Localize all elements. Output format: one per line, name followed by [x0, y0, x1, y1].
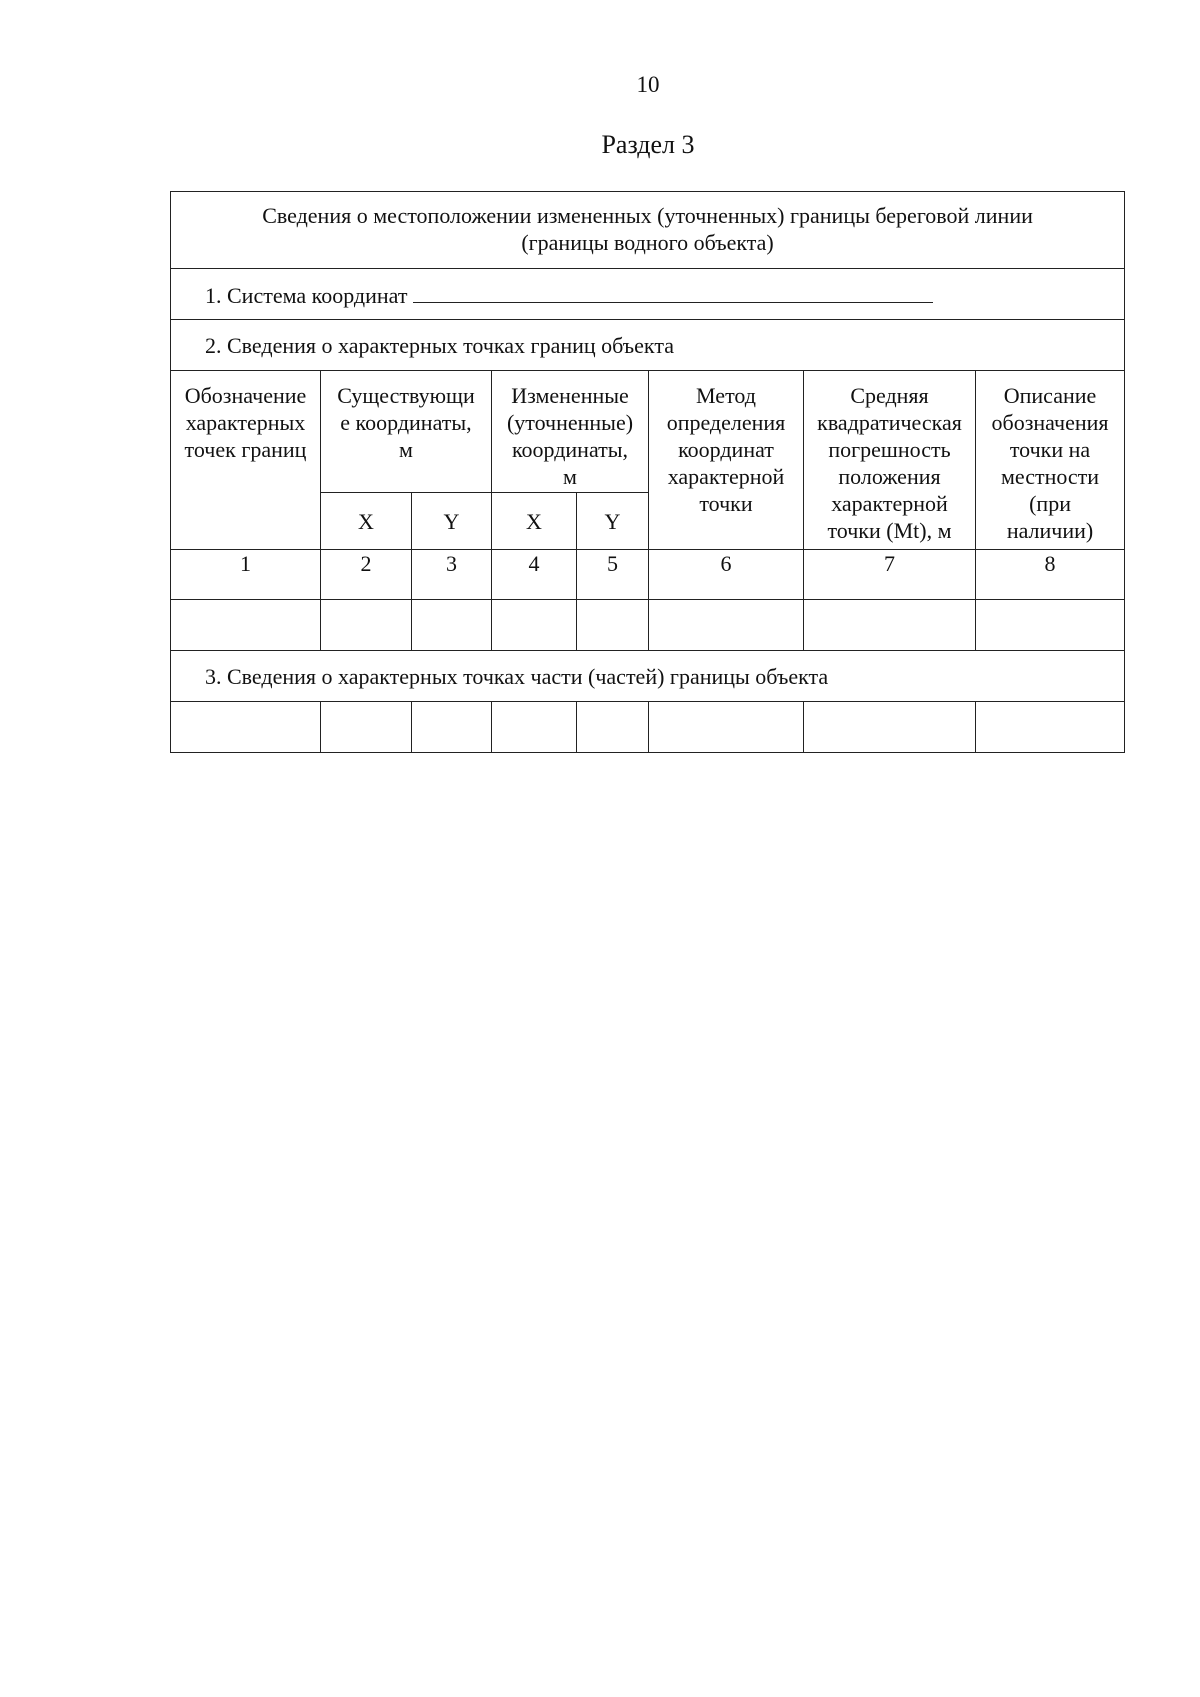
column-number: 7	[804, 550, 976, 600]
part-boundary-points-heading: 3. Сведения о характерных точках части (частей) границы объекта	[171, 651, 1125, 702]
header-changed-x: X	[492, 493, 577, 550]
coordinate-system-blank-line[interactable]	[413, 280, 933, 303]
coordinate-system-label: 1. Система координат	[205, 282, 408, 308]
table-caption-line1: Сведения о местоположении измененных (уточненных) границы береговой линии	[262, 203, 1033, 228]
header-point-designation: Обозначение характерных точек границ	[171, 371, 321, 550]
header-mean-square-error: Средняя квадратическая погрешность положения характерной точки (Mt), м	[804, 371, 976, 550]
empty-cell[interactable]	[976, 702, 1125, 753]
empty-cell[interactable]	[649, 600, 804, 651]
empty-cell[interactable]	[321, 600, 412, 651]
column-number: 4	[492, 550, 577, 600]
empty-cell[interactable]	[577, 600, 649, 651]
empty-cell[interactable]	[412, 702, 492, 753]
coordinate-system-row	[171, 269, 1125, 320]
header-existing-x: X	[321, 493, 412, 550]
column-number: 8	[976, 550, 1125, 600]
page-number: 10	[636, 72, 660, 97]
table-caption-line2: (границы водного объекта)	[521, 230, 774, 255]
table-row	[171, 600, 1125, 651]
boundary-points-heading: 2. Сведения о характерных точках границ объекта	[171, 320, 1125, 371]
header-determination-method: Метод определения координат характерной точки	[649, 371, 804, 550]
header-changed-y: Y	[577, 493, 649, 550]
column-number: 5	[577, 550, 649, 600]
section-title: Раздел 3	[601, 130, 695, 159]
column-number: 3	[412, 550, 492, 600]
empty-cell[interactable]	[976, 600, 1125, 651]
empty-cell[interactable]	[171, 600, 321, 651]
empty-cell[interactable]	[171, 702, 321, 753]
empty-cell[interactable]	[649, 702, 804, 753]
column-number: 1	[171, 550, 321, 600]
empty-cell[interactable]	[804, 702, 976, 753]
empty-cell[interactable]	[492, 702, 577, 753]
header-changed-coordinates: Измененные (уточненные) координаты, м	[492, 371, 649, 493]
column-numbers-row	[171, 550, 1125, 600]
empty-cell[interactable]	[492, 600, 577, 651]
table-row	[171, 702, 1125, 753]
header-existing-y: Y	[412, 493, 492, 550]
empty-cell[interactable]	[412, 600, 492, 651]
header-existing-coordinates: Существующи е координаты, м	[321, 371, 492, 493]
coordinates-form-table	[170, 191, 1125, 753]
header-point-description: Описание обозначения точки на местности (при наличии)	[976, 371, 1125, 550]
empty-cell[interactable]	[321, 702, 412, 753]
empty-cell[interactable]	[577, 702, 649, 753]
column-number: 6	[649, 550, 804, 600]
table-caption	[171, 192, 1125, 269]
empty-cell[interactable]	[804, 600, 976, 651]
column-number: 2	[321, 550, 412, 600]
